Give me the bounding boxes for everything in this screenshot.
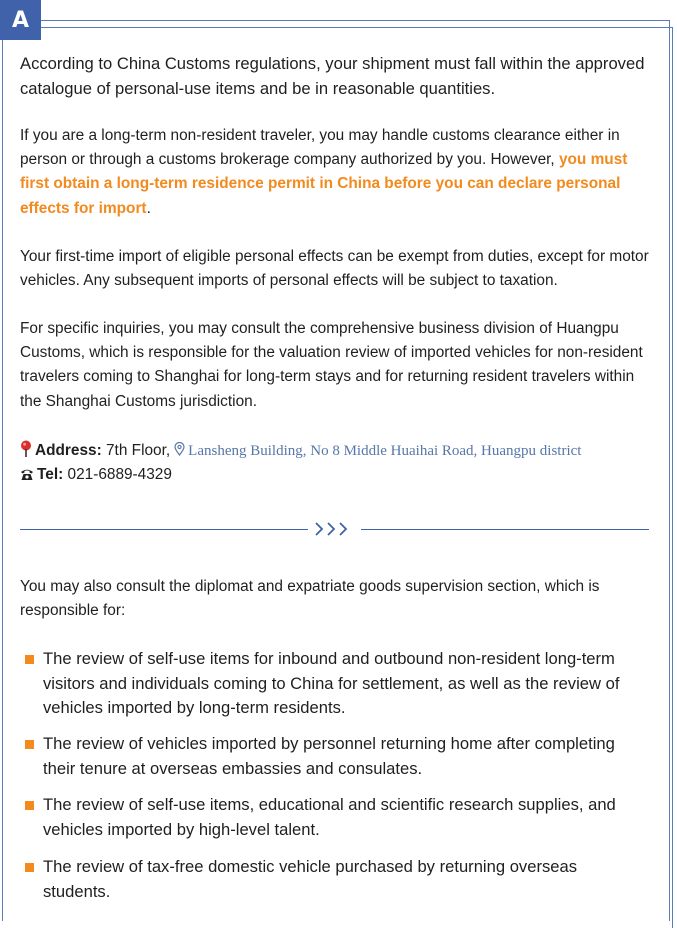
list-item <box>20 732 652 781</box>
section-divider <box>20 529 650 530</box>
tel-value[interactable]: 021-6889-4329 <box>67 466 172 483</box>
telephone-icon <box>20 468 34 486</box>
list-item-text: The review of tax-free domestic vehicle purchased by returning overseas students. <box>43 857 578 901</box>
list-item-text: The review of vehicles imported by personnel returning home after completing their tenure at overseas embassies and consulates. <box>43 734 615 778</box>
paragraph-duty-exemption: Your first-time import of eligible personal effects can be exempt from duties, except for motor vehicles. Any subsequent imports of personal effects will be subject to taxation. <box>20 248 649 290</box>
address-location-link[interactable]: Lansheng Building, No 8 Middle Huaihai Road, Huangpu district <box>188 443 582 459</box>
bullet-square-icon <box>25 801 34 810</box>
list-item <box>20 793 652 842</box>
bullet-square-icon <box>25 863 34 872</box>
triple-chevron-icon <box>313 519 357 539</box>
list-item-text: The review of self-use items, educational and scientific research supplies, and vehicles imported by high-level talent. <box>43 795 616 839</box>
bullet-square-icon <box>25 740 34 749</box>
list-item-text: The review of self-use items for inbound and outbound non-resident long-term visitors and individuals coming to China for settlement, as well as the review of vehicles imported by long-term residents. <box>43 649 620 718</box>
address-value: 7th Floor, <box>106 442 171 459</box>
tel-label: Tel: <box>37 466 64 483</box>
list-item <box>20 647 652 721</box>
divider-line-right <box>361 529 649 530</box>
list-item <box>20 855 652 904</box>
highlight-residence-permit: you must first obtain a long-term residence permit in China before you can declare personal effects for import <box>20 151 628 217</box>
tel-line <box>20 466 172 486</box>
paragraph-section-intro: You may also consult the diplomat and expatriate goods supervision section, which is responsible for: <box>20 578 600 620</box>
bullet-square-icon <box>25 655 34 664</box>
map-pin-icon <box>20 440 32 462</box>
section-badge: A <box>0 0 41 40</box>
address-label: Address: <box>35 442 102 459</box>
divider-line-left <box>20 529 308 530</box>
paragraph-inquiries: For specific inquiries, you may consult the comprehensive business division of Huangpu Customs, which is responsible for the valuation review of imported vehicles for non-resident travelers coming to Shanghai for long-term stays and for returning resident travelers within the Shanghai Customs jurisdiction. <box>20 320 643 410</box>
address-line <box>20 440 581 462</box>
paragraph-non-resident: If you are a long-term non-resident traveler, you may handle customs clearance either in person or through a customs brokerage company authorized by you. However, you must first obtain a long-term residence permit in China before you can declare personal effects for import. <box>20 127 628 217</box>
paragraph-regulations: According to China Customs regulations, your shipment must fall within the approved catalogue of personal-use items and be in reasonable quantities. <box>20 54 645 98</box>
location-icon <box>174 442 185 461</box>
